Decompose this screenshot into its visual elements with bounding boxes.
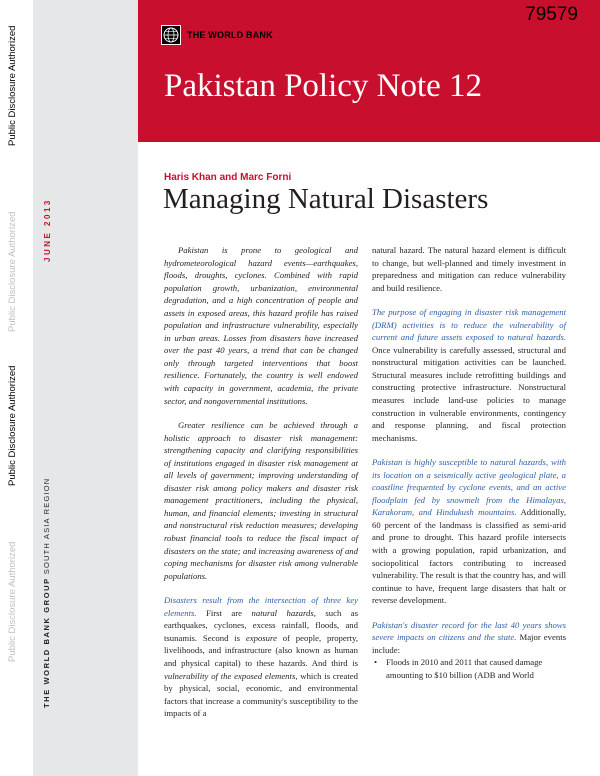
events-list <box>372 656 566 681</box>
body-paragraph <box>164 594 358 719</box>
intro-paragraph: Pakistan is prone to geological and hydrometeorological hazard events—earthquakes, floods, droughts, cyclones. Combined with rapid population growth, urbanization, environmental degradation, and a high concentration of people and assets in exposed areas, this hazard profile has raised population and infrastructure vulnerability, especially in urban areas. Losses from disasters have increased over the past 40 years, a trend that can be changed only through targeted interventions that boost resilience. Fortunately, the country is well endowed with capacity in government, academia, the private sector, and nongovernmental institutions. <box>164 245 358 406</box>
sidebar-org-title <box>42 478 51 708</box>
intro-paragraph: Greater resilience can be achieved through a holistic approach to disaster risk management: strengthening capacity and clarifying responsibilities of institutions engaged in disaster risk management at all levels of government; improving understanding of disaster risk among policy makers and disaster risk management practitioners, including the physical, human, and financial elements; investing in structural and nonstructural risk reduction measures; developing robust financial tools to reduce the fiscal impact of disasters on the state; and increasing awareness of and coping mechanisms for disaster risk among vulnerable populations. <box>164 420 358 581</box>
lead-sentence: The purpose of engaging in disaster risk management (DRM) activities is to reduce the vulnerability of current and future assets exposed to natural hazards. <box>372 307 566 343</box>
emphasis-text: exposure <box>245 632 277 643</box>
disclosure-stamp: Public Disclosure Authorized <box>7 25 18 146</box>
body-paragraph: natural hazard. The natural hazard element is difficult to change, but well-planned and timely investment in preparedness and mitigation can reduce vulnerability and build resilience. <box>372 245 566 293</box>
logo-text: THE WORLD BANK <box>187 30 273 40</box>
publication-date: JUNE 2013 <box>43 198 52 262</box>
body-text: , which is created by physical, social, economic, and environmental factors that increase a community's susceptibility to the impacts of a <box>164 670 358 719</box>
sidebar-org: THE WORLD BANK GROUP <box>42 577 51 708</box>
disclosure-stamp: Public Disclosure Authorized <box>7 541 18 662</box>
left-column <box>164 244 358 732</box>
disclosure-stamp: Public Disclosure Authorized <box>7 365 18 486</box>
body-paragraph <box>372 619 566 657</box>
emphasis-text: natural hazards <box>251 607 314 618</box>
globe-icon <box>161 25 181 45</box>
lead-sentence: Pakistan is highly susceptible to natural hazards, with its location on a seismically active geological plate, a coastline frequented by cyclone events, and an active floodplain fed by snowmelt from the Himalayas, Karakoram, and Hindukush mountains. <box>372 457 566 518</box>
series-title: Pakistan Policy Note 12 <box>164 68 483 104</box>
lead-sentence: Pakistan's disaster record for the last 40 years shows severe impacts on citizens and the state. <box>372 619 566 643</box>
body-paragraph <box>372 456 566 607</box>
sidebar-region: SOUTH ASIA REGION <box>42 477 51 575</box>
article-authors: Haris Khan and Marc Forni <box>164 172 292 183</box>
body-text: Major events include: <box>372 632 566 655</box>
body-text: Additionally, 60 percent of the landmass is classified as semi-arid and prone to drought. This hazard profile intersects with a growing population, rapid urbanization, and sociopolitical factors contributing to increased vulnerability. The result is that the country has, and will continue to have, frequent large disasters that halt or reverse development. <box>372 507 567 606</box>
emphasis-text: vulnerability of the exposed elements <box>164 670 296 681</box>
body-text: First are <box>196 607 252 618</box>
world-bank-logo <box>161 25 273 45</box>
lead-sentence: Disasters result from the intersection of three key elements. <box>164 595 358 618</box>
body-text: of people, property, livelihoods, and infrastructure (also known as human and physical capital) to these hazards. And third is <box>164 632 358 668</box>
body-text: , such as earthquakes, cyclones, excess rainfall, floods, and tsunamis. Second is <box>164 607 358 643</box>
article-title: Managing Natural Disasters <box>163 183 489 215</box>
disclosure-stamp: Public Disclosure Authorized <box>7 211 18 332</box>
list-item: • Floods in 2010 and 2011 that caused damage amounting to $10 billion (ADB and World <box>372 656 566 681</box>
body-text: Once vulnerability is carefully assessed, structural and nonstructural mitigation activities can be launched. Structural measures include retrofitting buildings and constructing protective infrastructure. Nonstructural measures include land-use policies to manage construction in vulnerable environments, contingency and response planning, and fiscal protection mechanisms. <box>372 344 566 443</box>
body-paragraph <box>372 306 566 444</box>
report-number: 79579 <box>525 4 578 25</box>
right-column <box>372 244 566 682</box>
